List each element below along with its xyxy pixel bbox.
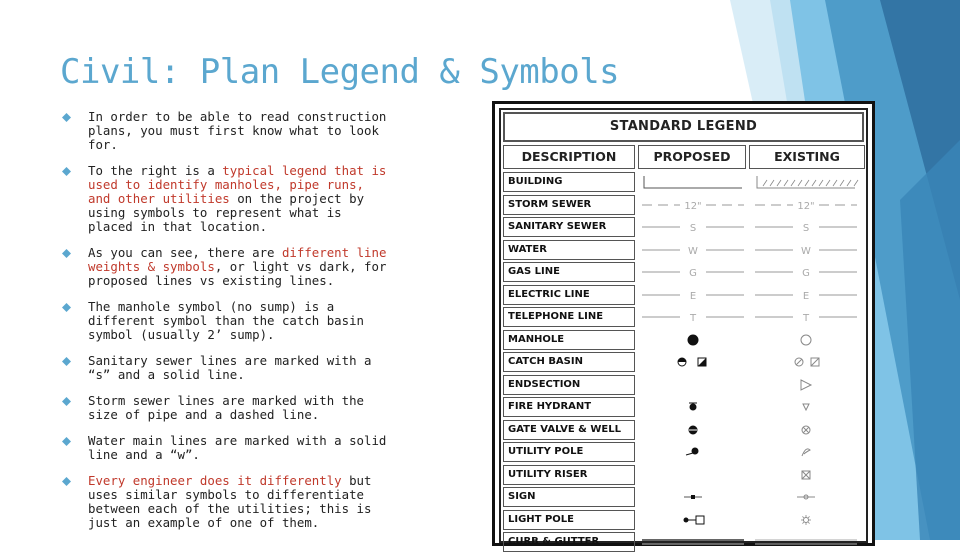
diamond-bullet-icon xyxy=(62,437,71,446)
legend-row-label: UTILITY RISER xyxy=(503,465,635,485)
legend-row-label: MANHOLE xyxy=(503,330,635,350)
existing-symbol-endsection xyxy=(751,375,861,395)
bullet-item xyxy=(62,474,392,530)
svg-text:G: G xyxy=(802,268,810,279)
svg-text:12": 12" xyxy=(684,200,702,212)
highlighted-text: typical legend that is used to identify manholes, pipe runs, and other utilities xyxy=(88,163,387,206)
svg-text:G: G xyxy=(689,268,697,279)
proposed-symbol-endsection xyxy=(638,375,748,395)
existing-symbol-line xyxy=(751,195,861,215)
legend-row-label: GATE VALVE & WELL xyxy=(503,420,635,440)
proposed-symbol-pole xyxy=(638,442,748,462)
diamond-bullet-icon xyxy=(62,303,71,312)
legend-row-label: SIGN xyxy=(503,487,635,507)
highlighted-text: Every engineer does it differently xyxy=(88,473,342,488)
existing-symbol-valve xyxy=(751,420,861,440)
bullet-list xyxy=(62,110,392,542)
bullet-text: Storm sewer lines are marked with the size of pipe and a dashed line. xyxy=(88,393,365,422)
bullet-text: In order to be able to read construction plans, you must first know what to look for. xyxy=(88,109,387,152)
header-existing: EXISTING xyxy=(749,145,865,169)
bullet-text: The manhole symbol (no sump) is a different symbol than the catch basin symbol (usually 2’ sump). xyxy=(88,299,365,342)
existing-symbol-building xyxy=(751,172,861,192)
existing-symbol-line xyxy=(751,307,861,327)
existing-symbol-line xyxy=(751,217,861,237)
svg-text:W: W xyxy=(688,245,698,257)
proposed-symbol-line xyxy=(638,195,748,215)
existing-symbol-curb xyxy=(751,532,861,552)
header-proposed: PROPOSED xyxy=(638,145,746,169)
svg-text:12": 12" xyxy=(797,200,815,212)
existing-symbol-line xyxy=(751,262,861,282)
proposed-symbol-line xyxy=(638,240,748,260)
bullet-item xyxy=(62,394,392,422)
bullet-text: , or light vs dark, for proposed lines vs existing lines. xyxy=(88,259,387,288)
diamond-bullet-icon xyxy=(62,167,71,176)
slide-title: Civil: Plan Legend & Symbols xyxy=(60,52,620,92)
diamond-bullet-icon xyxy=(62,357,71,366)
diamond-bullet-icon xyxy=(62,397,71,406)
legend-row-label: CURB & GUTTER xyxy=(503,532,635,552)
svg-text:E: E xyxy=(689,290,697,302)
legend-row-label: ENDSECTION xyxy=(503,375,635,395)
diamond-bullet-icon xyxy=(62,113,71,122)
proposed-symbol-line xyxy=(638,262,748,282)
existing-symbol-hydrant xyxy=(751,397,861,417)
highlighted-text: different line weights & symbols xyxy=(88,245,387,274)
legend-row-label: CATCH BASIN xyxy=(503,352,635,372)
proposed-symbol-line xyxy=(638,285,748,305)
existing-symbol-line xyxy=(751,240,861,260)
existing-symbol-line xyxy=(751,285,861,305)
header-description: DESCRIPTION xyxy=(503,145,635,169)
legend-row-label: GAS LINE xyxy=(503,262,635,282)
legend-row-label: ELECTRIC LINE xyxy=(503,285,635,305)
bullet-item xyxy=(62,354,392,382)
svg-text:E: E xyxy=(802,290,810,302)
proposed-symbol-curb xyxy=(638,532,748,552)
legend-row-label: STORM SEWER xyxy=(503,195,635,215)
proposed-symbol-sign xyxy=(638,487,748,507)
bullet-item xyxy=(62,110,392,152)
proposed-symbol-riser xyxy=(638,465,748,485)
legend-row-label: FIRE HYDRANT xyxy=(503,397,635,417)
proposed-symbol-line xyxy=(638,217,748,237)
proposed-symbol-catchbasin xyxy=(638,352,748,372)
svg-text:T: T xyxy=(689,313,697,324)
svg-text:T: T xyxy=(802,313,810,324)
legend-row-label: WATER xyxy=(503,240,635,260)
bullet-text: but uses similar symbols to differentiate between each of the utilities; this is just an example of one of them. xyxy=(88,473,372,530)
proposed-symbol-light xyxy=(638,510,748,530)
bullet-item xyxy=(62,434,392,462)
svg-text:S: S xyxy=(689,223,697,234)
bullet-text: As you can see, there are xyxy=(88,245,282,260)
legend-row-label: SANITARY SEWER xyxy=(503,217,635,237)
proposed-symbol-valve xyxy=(638,420,748,440)
legend-title: STANDARD LEGEND xyxy=(503,112,864,142)
proposed-symbol-line xyxy=(638,307,748,327)
existing-symbol-manhole xyxy=(751,330,861,350)
existing-symbol-catchbasin xyxy=(751,352,861,372)
proposed-symbol-hydrant xyxy=(638,397,748,417)
legend-row-label: UTILITY POLE xyxy=(503,442,635,462)
legend-row-label: TELEPHONE LINE xyxy=(503,307,635,327)
svg-text:S: S xyxy=(802,223,810,234)
bullet-text: Sanitary sewer lines are marked with a “s” and a solid line. xyxy=(88,353,372,382)
bullet-item xyxy=(62,164,392,234)
legend-row-label: LIGHT POLE xyxy=(503,510,635,530)
existing-symbol-riser xyxy=(751,465,861,485)
svg-text:W: W xyxy=(801,245,811,257)
bullet-text: on the project by using symbols to represent what is placed in that location. xyxy=(88,191,365,234)
proposed-symbol-manhole xyxy=(638,330,748,350)
existing-symbol-sign xyxy=(751,487,861,507)
bullet-item xyxy=(62,246,392,288)
diamond-bullet-icon xyxy=(62,477,71,486)
legend-row-label: BUILDING xyxy=(503,172,635,192)
bullet-text: To the right is a xyxy=(88,163,223,178)
existing-symbol-pole xyxy=(751,442,861,462)
standard-legend-table xyxy=(492,101,875,546)
bullet-item xyxy=(62,300,392,342)
diamond-bullet-icon xyxy=(62,249,71,258)
bullet-text: Water main lines are marked with a solid line and a “w”. xyxy=(88,433,387,462)
proposed-symbol-building xyxy=(638,172,748,192)
existing-symbol-light xyxy=(751,510,861,530)
